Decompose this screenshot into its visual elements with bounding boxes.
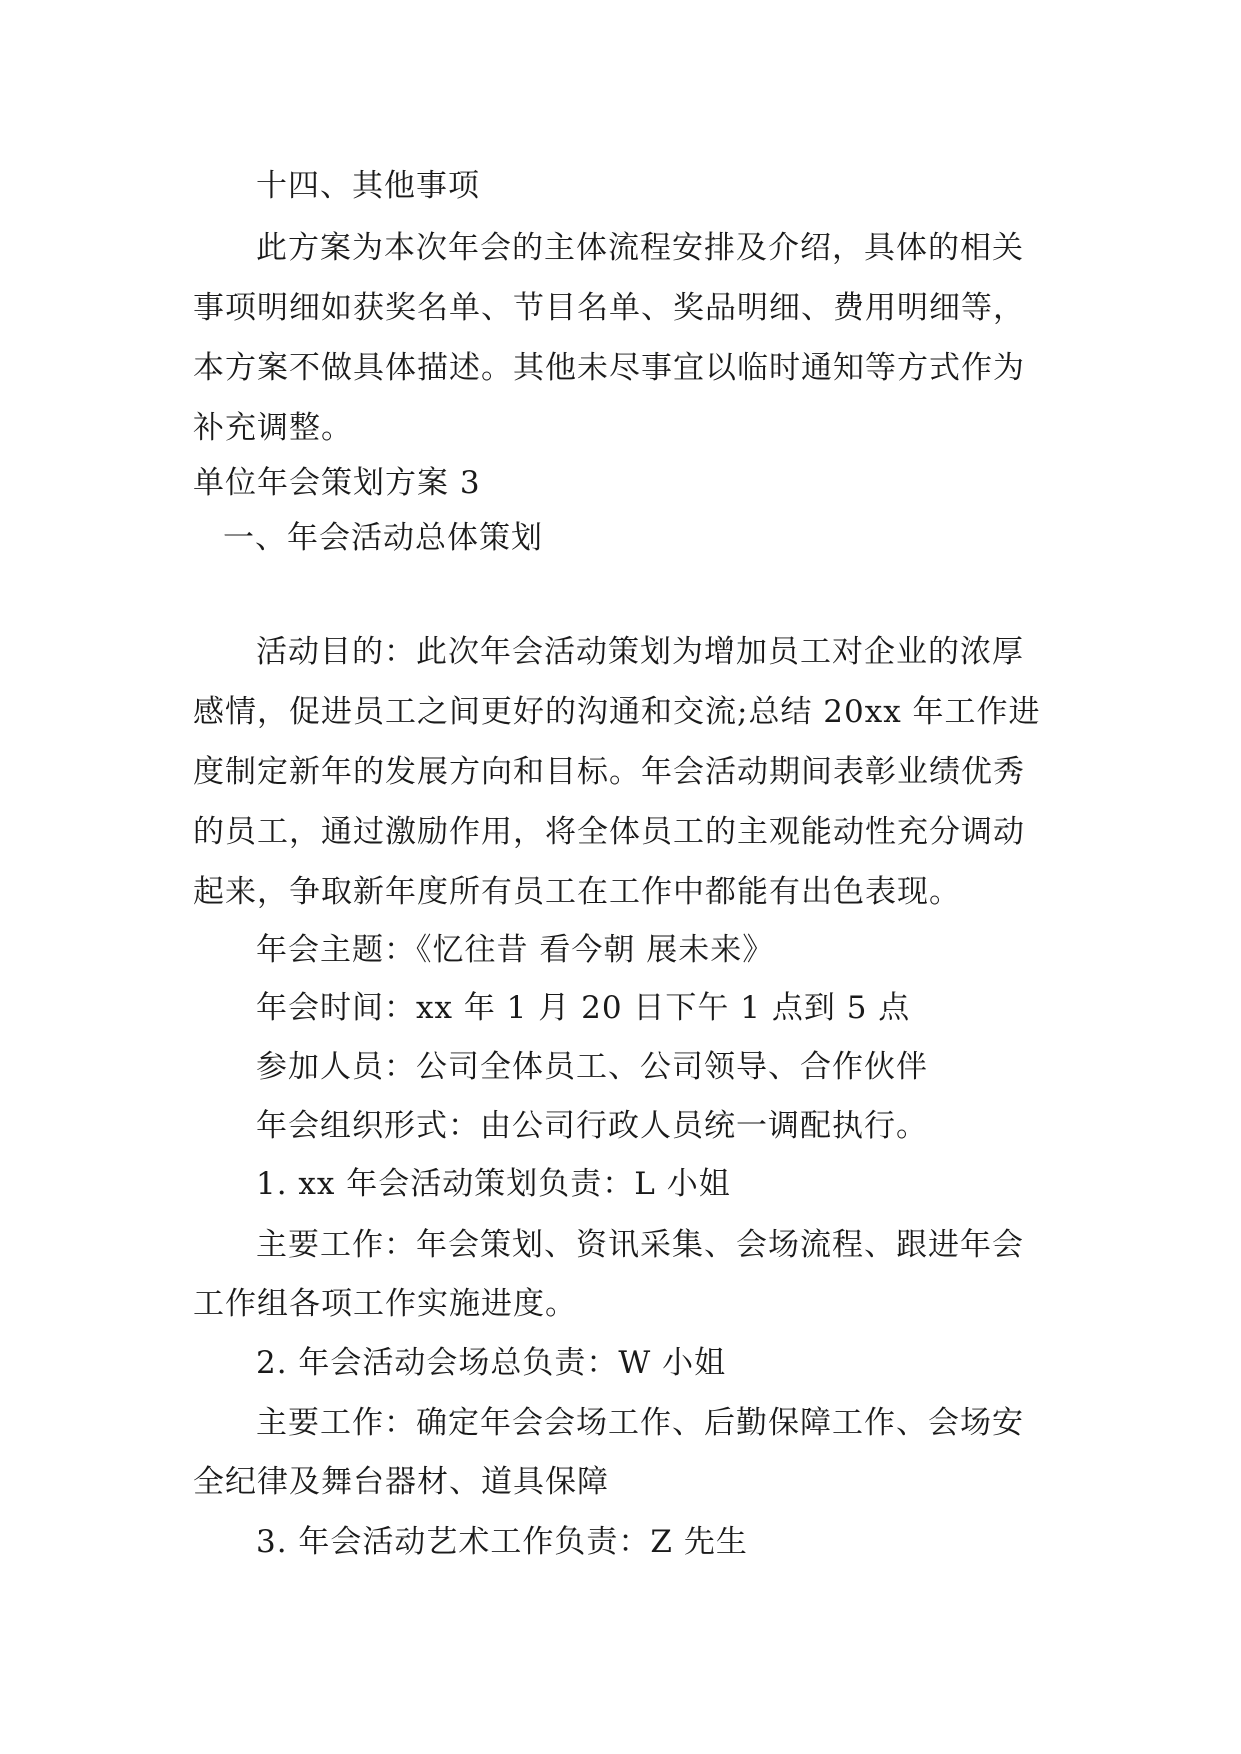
document-title: 单位年会策划方案 3 bbox=[193, 465, 481, 501]
paragraph-line: 主要工作：确定年会会场工作、后勤保障工作、会场安 bbox=[256, 1405, 1024, 1441]
participants-line: 参加人员：公司全体员工、公司领导、合作伙伴 bbox=[256, 1049, 928, 1085]
time-line: 年会时间：xx 年 1 月 20 日下午 1 点到 5 点 bbox=[256, 990, 911, 1026]
paragraph-line: 本方案不做具体描述。其他未尽事宜以临时通知等方式作为 bbox=[193, 350, 1025, 386]
section-heading-overall-plan: 一、年会活动总体策划 bbox=[223, 520, 543, 556]
paragraph-line: 的员工，通过激励作用，将全体员工的主观能动性充分调动 bbox=[193, 814, 1025, 850]
paragraph-line: 起来，争取新年度所有员工在工作中都能有出色表现。 bbox=[193, 874, 961, 910]
organization-line: 年会组织形式：由公司行政人员统一调配执行。 bbox=[256, 1108, 928, 1144]
paragraph-line: 活动目的：此次年会活动策划为增加员工对企业的浓厚 bbox=[256, 634, 1024, 670]
paragraph-line: 此方案为本次年会的主体流程安排及介绍，具体的相关 bbox=[256, 230, 1024, 266]
list-item: 2. 年会活动会场总负责：W 小姐 bbox=[256, 1345, 727, 1381]
paragraph-line: 主要工作：年会策划、资讯采集、会场流程、跟进年会 bbox=[256, 1227, 1024, 1263]
theme-line: 年会主题：《忆往昔 看今朝 展未来》 bbox=[256, 932, 775, 968]
section-heading-other-matters: 十四、其他事项 bbox=[256, 168, 480, 204]
list-item: 3. 年会活动艺术工作负责：Z 先生 bbox=[256, 1524, 748, 1560]
list-item: 1. xx 年会活动策划负责：L 小姐 bbox=[256, 1166, 731, 1202]
paragraph-line: 全纪律及舞台器材、道具保障 bbox=[193, 1464, 609, 1500]
paragraph-line: 工作组各项工作实施进度。 bbox=[193, 1286, 577, 1322]
paragraph-line: 补充调整。 bbox=[193, 410, 353, 446]
paragraph-line: 度制定新年的发展方向和目标。年会活动期间表彰业绩优秀 bbox=[193, 754, 1025, 790]
paragraph-line: 感情，促进员工之间更好的沟通和交流;总结 20xx 年工作进 bbox=[193, 694, 1041, 730]
paragraph-line: 事项明细如获奖名单、节目名单、奖品明细、费用明细等， bbox=[193, 290, 1025, 326]
